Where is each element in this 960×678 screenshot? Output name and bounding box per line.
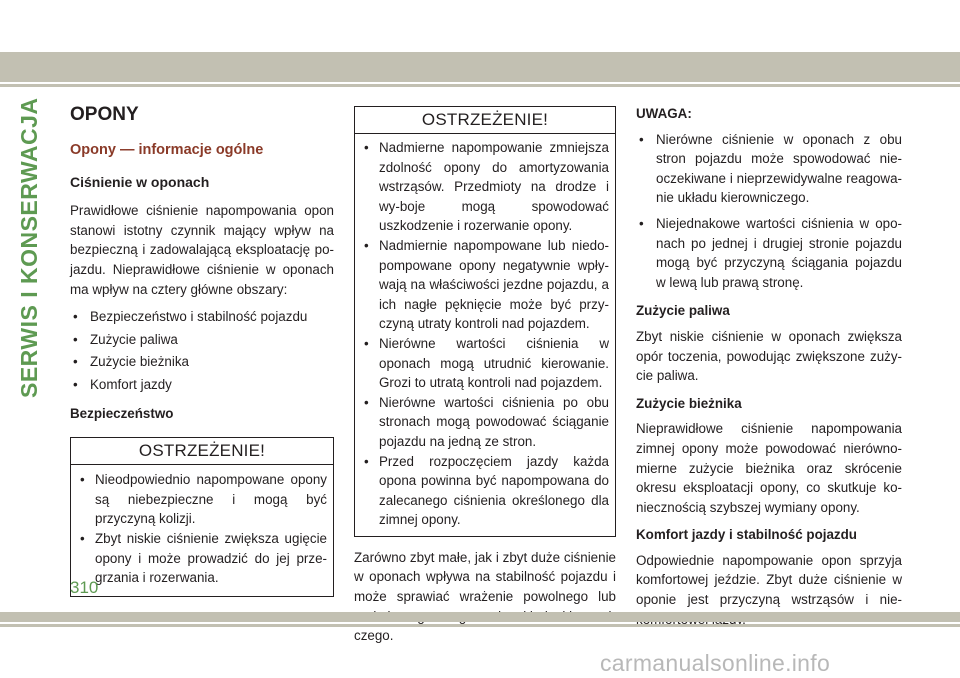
section-heading: Ciśnienie w oponach	[70, 173, 210, 190]
fuel-heading: Zużycie paliwa	[636, 303, 730, 319]
footer-band	[0, 612, 960, 622]
warning-item: • Nadmiernie napompowane lub niedo-pompowane opony negatywnie wpły-wają na właściwości jezdne pojazdu, a ich nagłe pęknięcie może być przy-czyną utraty kontroli nad pojazdem.	[361, 236, 609, 334]
warning-item: • Nierówne wartości ciśnienia po obu stronach mogą powodować ściąganie pojazdu na jedną ze stron.	[361, 393, 609, 452]
watermark: carmanualsonline.info	[600, 650, 831, 676]
steering-paragraph: Zarówno zbyt małe, jak i zbyt duże ciśnienie w oponach wpływa na stabilność pojazdu i może sprawiać wrażenie powolnego lub czego.	[354, 549, 616, 644]
warning-item: • Nierówne wartości ciśnienia w oponach mogą utrudnić kierowanie. Grozi to utratą kontroli nad pojazdem.	[361, 334, 609, 393]
note-heading: UWAGA:	[636, 106, 692, 121]
warning-body	[71, 465, 333, 596]
list-item: • Bezpieczeństwo i stabilność pojazdu	[70, 307, 334, 327]
list-item: • Zużycie bieżnika	[70, 352, 334, 372]
warning-item: • Zbyt niskie ciśnienie zwiększa ugięcie opony i może prowadzić do jej prze-grzania i rozerwania.	[77, 529, 327, 588]
warning-title: OSTRZEŻENIE!	[71, 438, 333, 465]
warning-item: • Nieodpowiednio napompowane opony są niebezpieczne i mogą być przyczyną kolizji.	[77, 470, 327, 529]
intro-paragraph: Prawidłowe ciśnienie napompowania opon stanowi istotny czynnik mający wpływ na bezpieczną i zadowalającą eksploatację po-jazdu. Nieprawidłowe ciśnienie w oponach ma wpływ na cztery główne obszary:	[70, 203, 334, 297]
column-left	[70, 104, 334, 597]
subheading: Opony — informacje ogólne	[70, 142, 264, 158]
safety-heading: Bezpieczeństwo	[70, 405, 174, 421]
header-band	[0, 52, 960, 82]
warning-box	[70, 437, 334, 597]
header-rule	[0, 84, 960, 87]
fuel-paragraph: Zbyt niskie ciśnienie w oponach zwiększa opór toczenia, powodując zwiększone zuży-cie paliwa.	[636, 328, 902, 384]
comfort-heading: Komfort jazdy i stabilność pojazdu	[636, 527, 857, 543]
tread-paragraph: Nieprawidłowe ciśnienie napompowania zimnej opony może powodować nierówno-mierne zużycie bieżnika oraz skrócenie okresu eksploatacji opony, co skutkuje ko-niecznością szybszej wymiany opony.	[636, 421, 902, 515]
column-right	[636, 104, 902, 629]
areas-list	[70, 307, 334, 394]
list-item: • Zużycie paliwa	[70, 330, 334, 350]
footer-rule	[0, 624, 960, 627]
page-heading: OPONY	[70, 104, 139, 125]
list-item: • Nierówne ciśnienie w oponach z obu stron pojazdu może spowodować nie-oczekiwane i nieprzewidywalne reagowa-nie układu kierowniczego.	[636, 130, 902, 208]
warning-item: • Przed rozpoczęciem jazdy każda opona powinna być napompowana do zalecanego ciśnienia określonego dla zimnej opony.	[361, 452, 609, 530]
tread-heading: Zużycie bieżnika	[636, 395, 742, 411]
list-item: • Niejednakowe wartości ciśnienia w opo-nach po jednej i drugiej stronie pojazdu mogą być przyczyną ściągania pojazdu w lewą lub prawą stronę.	[636, 214, 902, 292]
warning-title: OSTRZEŻENIE!	[355, 107, 615, 134]
warning-box	[354, 106, 616, 537]
section-side-title: SERWIS I KONSERWACJA	[16, 97, 42, 398]
warning-body	[355, 134, 615, 536]
warning-item: • Nadmierne napompowanie zmniejsza zdolność opony do amortyzowania wstrząsów. Przedmioty na drodze i wy-boje mogą spowodować uszkodzenie i rozerwanie opony.	[361, 138, 609, 236]
comfort-paragraph: Odpowiednie napompowanie opon sprzyja komfortowej jeździe. Zbyt duże ciśnienie w oponie jest przyczyną wstrząsów i nie-	[636, 552, 902, 608]
notes-list	[636, 130, 902, 293]
column-middle	[354, 106, 616, 646]
page-number: 310	[70, 578, 99, 597]
list-item: • Komfort jazdy	[70, 375, 334, 395]
